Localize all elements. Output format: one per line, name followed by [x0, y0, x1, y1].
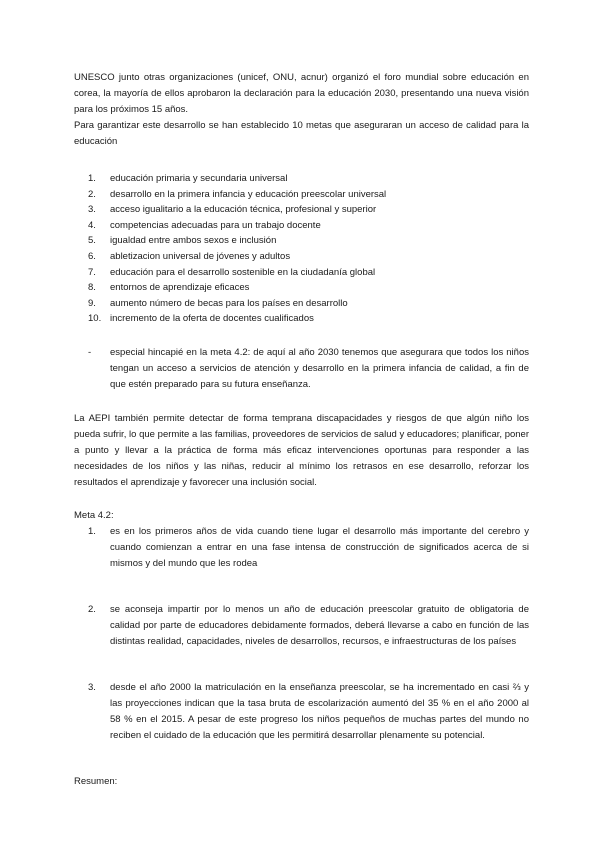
dash-marker: -	[88, 346, 92, 358]
list-item: 8. entornos de aprendizaje eficaces	[88, 282, 250, 294]
aepi-paragraph: La AEPI también permite detectar de forma temprana discapacidades y riesgos de que algún niño los pueda sufrir, lo que permite a las familias, proveedores de servicios de salud y educadores; planificar, poner a punto y llevar a la práctica de forma más eficaz intervenciones oportunas para responder a las necesidades de los niños y las niñas, reducir al mínimo los retrasos en ese desarrollo, reforzar los resultados el aprendizaje y favorecer una inclusión social.	[74, 412, 529, 488]
meta-item: 3. desde el año 2000 la matriculación en la enseñanza preescolar, se ha incrementado en casi ⅔ y las proyecciones indican que la tasa bruta de escolarización aumentó del 35 % en el año 2000 al 58 % en el 2015. A pesar de este progreso los niños pequeños de muchas partes del mundo no reciben el cuidado de la educación que les permitirá desarrollar plenamente su potencial.	[88, 681, 529, 741]
intro-paragraph-1: UNESCO junto otras organizaciones (unicef, ONU, acnur) organizó el foro mundial sobre educación en corea, la mayoría de ellos aprobaron la declaración para la educación 2030, presentando una nueva visión para los próximos 15 años.	[74, 72, 529, 115]
list-item: 6. abletizacion universal de jóvenes y adultos	[88, 250, 291, 262]
list-item: 5. igualdad entre ambos sexos e inclusión	[88, 235, 277, 247]
list-item: 9. aumento número de becas para los países en desarrollo	[88, 297, 348, 309]
meta-item: 1. es en los primeros años de vida cuando tiene lugar el desarrollo más importante del cerebro y cuando comienzan a entrar en una fase intensa de construcción de significados acerca de si mismos y del mundo que les rodea	[88, 525, 529, 569]
meta-item: 2. se aconseja impartir por lo menos un año de educación preescolar gratuito de obligatoria de calidad por parte de educadores debidamente formados, deberá llevarse a cabo en función de las distintas realidad, capacidades, niveles de desarrollos, recursos, e infraestructuras de los países	[88, 603, 529, 647]
list-item: 4. competencias adecuadas para un trabajo docente	[88, 219, 321, 231]
document-page	[74, 70, 529, 790]
list-item: 3. acceso igualitario a la educación técnica, profesional y superior	[88, 204, 377, 216]
goals-list	[74, 171, 529, 327]
list-item: 7. educación para el desarrollo sostenible en la ciudadanía global	[88, 266, 376, 278]
note-bullet	[74, 345, 529, 393]
meta-heading: Meta 4.2:	[74, 509, 114, 521]
list-item: 1. educación primaria y secundaria universal	[88, 173, 288, 184]
resumen-heading: Resumen:	[74, 775, 118, 787]
list-item: 2. desarrollo en la primera infancia y educación preescolar universal	[88, 188, 387, 200]
note-text: especial hincapié en la meta 4.2: de aquí al año 2030 tenemos que asegurara que todos los niños tengan un acceso a servicios de atención y desarrollo en la primera infancia de calidad, a fin de que estén preparado para su futura enseñanza.	[110, 346, 529, 390]
intro-paragraph-2: Para garantizar este desarrollo se han establecido 10 metas que aseguraran un acceso de calidad para la educación	[74, 120, 529, 147]
list-item: 10. incremento de la oferta de docentes cualificados	[88, 313, 314, 325]
